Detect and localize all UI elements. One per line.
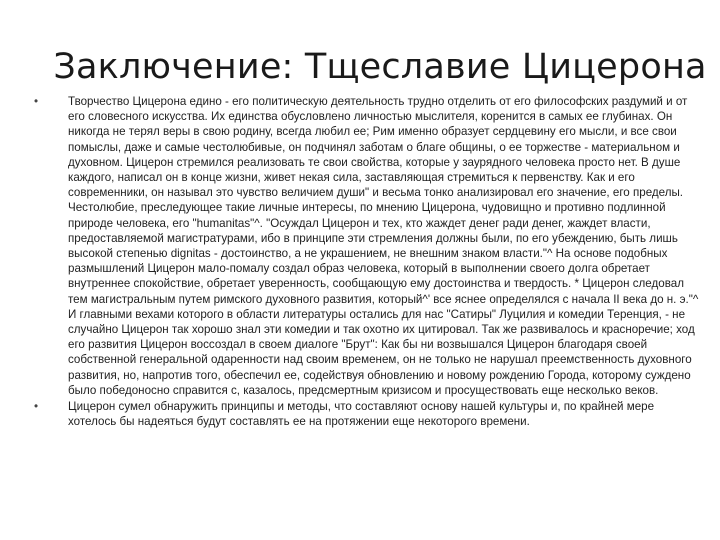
bullet-text-2: Цицерон сумел обнаружить принципы и методы, что составляют основу нашей культуры и, по крайней мере хотелось бы надеяться будут составлять ее на протяжении еще некоторого времени. xyxy=(68,400,655,429)
bullet-dot-icon: • xyxy=(33,95,39,108)
slide-title: Заключение: Тщеславие Цицерона xyxy=(53,47,707,87)
bullet-text-1: Творчество Цицерона едино - его политическую деятельность трудно отделить от его философских раздумий и от его словесного искусства. Их единства обусловлено личностью мыслителя, коренится в самых ее глубинах. Он никогда не терял веры в свою родину, всегда любил ее; Рим именно образует сердцевину его мысли, и все свои помыслы, даже и самые честолюбивые, он подчинял заботам о благе общины, о ее торжестве - материальном и духовном. Цицерон стремился реализовать те свои свойства, которые у заурядного человека просто нет. В душе каждого, написал он в конце жизни, живет некая сила, заставляющая стремиться к первенству. Как и его современники, он называл это чувство величием души" и весьма тонко анализировал его значение, его пределы. Честолюбие, преследующее такие личные интересы, по мнению Цицерона, чудовищно и противно подлинной природе человека, его "humanitas"^. "Осуждал Цицерон и тех, кто жаждет денег ради денег, жаждет власти, предоставляемой магистратурами, ибо в принципе эти стремления должны были, по его убеждению, быть лишь высокой степенью dignitas - достоинство, а не украшением, не внешним знаком власти."^ На основе подобных размышлений Цицерон мало-помалу создал образ человека, который в выполнении своего долга обретает внутреннее спокойствие, обретает уверенность, сообщающую ему достоинства и твердость. * Цицерон следовал тем магистральным путем римского духовного развития, который^' все яснее определялся с начала II века до н. э."^ И главными вехами которого в области литературы остались для нас "Сатиры" Луцилия и комедии Теренция, - не случайно Цицерон так хорошо знал эти комедии и так охотно их цитировал. Так же развивалось и красноречие; ход его развития Цицерон воссоздал в своем диалоге "Брут": Как бы ни возвышался Цицерон благодаря своей собственной генеральной одаренности над своим временем, он не только не нарушал преемственность духовного развития, но, напротив того, обеспечил ее, содействуя обновлению и новому рождению Города, которому суждено было победоносно справится с, казалось, предсмертным кризисом и просуществовать еще несколько веков. xyxy=(68,95,699,397)
bullet-item-2 xyxy=(30,399,700,429)
bullet-dot-icon: • xyxy=(33,400,39,414)
bullet-item-1 xyxy=(30,94,700,398)
bullet-list xyxy=(30,94,700,429)
